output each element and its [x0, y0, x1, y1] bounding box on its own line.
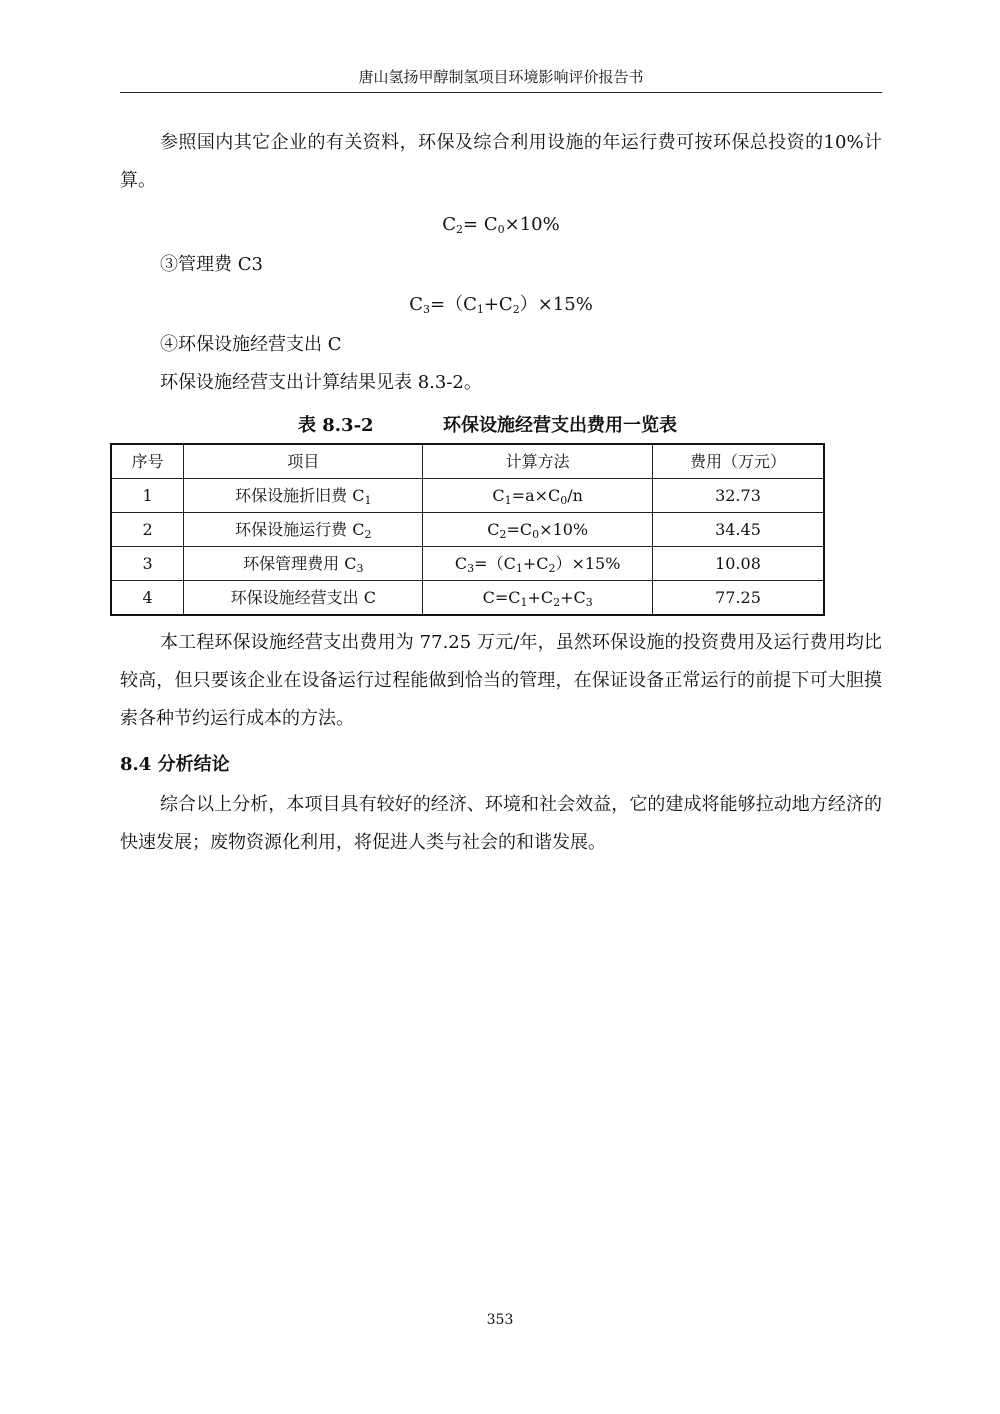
- table-row: [111, 581, 824, 616]
- cell-cost: 32.73: [652, 479, 824, 513]
- cell-item: 环保设施折旧费 $C_1$: [184, 479, 423, 513]
- table-row: [111, 479, 824, 513]
- cell-no: 4: [111, 581, 184, 616]
- cell-item: 环保设施运行费 $C_2$: [184, 513, 423, 547]
- table-row: [111, 513, 824, 547]
- table-caption-title: 环保设施经营支出费用一览表: [443, 415, 677, 436]
- section-heading: 8.4 分析结论: [120, 754, 230, 775]
- table-row: [111, 547, 824, 581]
- cell-method: $C_2=C_0\times 10\%$: [423, 513, 653, 547]
- paragraph-expense-summary: 本工程环保设施经营支出费用为 77.25 万元/年，虽然环保设施的投资费用及运行费用均比较高，但只要该企业在设备运行过程能做到恰当的管理，在保证设备正常运行的前提下可大胆摸索各种节约运行成本的方法。: [120, 632, 882, 729]
- header-cell-method: 计算方法: [423, 444, 653, 479]
- paragraph-conclusion: 综合以上分析，本项目具有较好的经济、环境和社会效益，它的建成将能够拉动地方经济的快速发展；废物资源化利用，将促进人类与社会的和谐发展。: [120, 794, 882, 853]
- paragraph-operating-cost: 参照国内其它企业的有关资料，环保及综合利用设施的年运行费可按环保总投资的10%计算。: [120, 132, 882, 191]
- formula-c3: $C_3=(C_1+C_2)\times 15\%$: [409, 294, 593, 316]
- header-title: 唐山氢扬甲醇制氢项目环境影响评价报告书: [358, 68, 644, 86]
- cell-item: 环保管理费用 $C_3$: [184, 547, 423, 581]
- expense-table: [110, 443, 825, 616]
- cell-cost: 10.08: [652, 547, 824, 581]
- table-header-row: [111, 444, 824, 479]
- cell-cost: 34.45: [652, 513, 824, 547]
- cell-item: 环保设施经营支出 C: [184, 581, 423, 616]
- item-management-fee: ③管理费 C3: [160, 254, 263, 275]
- cell-cost: 77.25: [652, 581, 824, 616]
- page-header: [120, 66, 882, 93]
- table-caption-number: 表 8.3-2: [298, 415, 374, 436]
- formula-c2: $C_2= C_0\times 10\%$: [442, 214, 560, 236]
- page-number: 353: [486, 1312, 514, 1328]
- paragraph-table-reference: 环保设施经营支出计算结果见表 8.3-2。: [160, 372, 482, 393]
- item-operating-expense: ④环保设施经营支出 C: [160, 334, 342, 355]
- cell-no: 2: [111, 513, 184, 547]
- cell-no: 1: [111, 479, 184, 513]
- header-cell-item: 项目: [184, 444, 423, 479]
- header-cell-cost: 费用（万元）: [652, 444, 824, 479]
- cell-method: $C_1=a\times C_0/n$: [423, 479, 653, 513]
- cell-no: 3: [111, 547, 184, 581]
- header-cell-no: 序号: [111, 444, 184, 479]
- cell-method: $C=C_1+C_2+C_3$: [423, 581, 653, 616]
- cell-method: $C_3=(C_1+C_2)\times 15\%$: [423, 547, 653, 581]
